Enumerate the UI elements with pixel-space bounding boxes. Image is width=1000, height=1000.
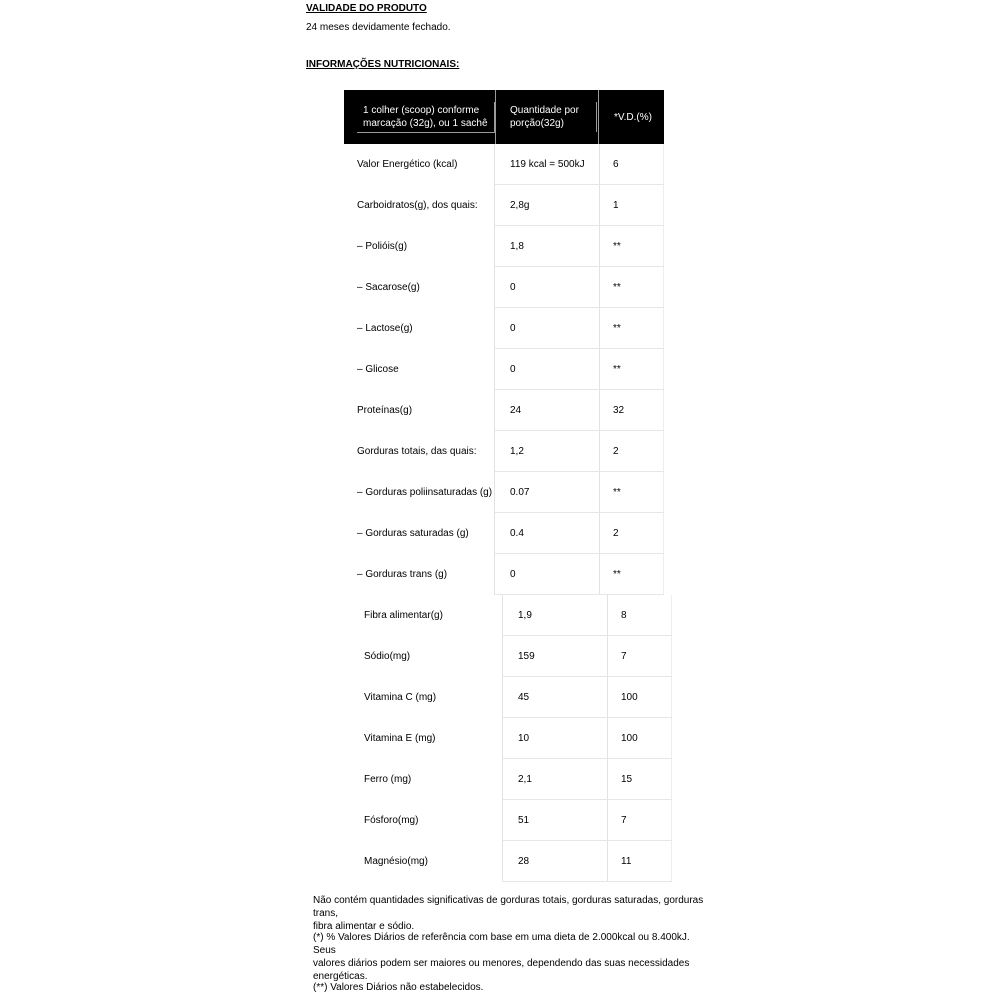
column-divider	[494, 513, 495, 554]
nutrient-name: Carboidratos(g), dos quais:	[357, 200, 478, 211]
column-divider	[502, 677, 503, 718]
table-row	[344, 595, 664, 636]
nutrient-name: Sódio(mg)	[364, 651, 411, 662]
nutrient-name: Fósforo(mg)	[364, 815, 419, 826]
nutrient-quantity: 0.07	[510, 487, 530, 498]
table-row	[344, 226, 664, 267]
nutrient-name: – Lactose(g)	[357, 323, 413, 334]
table-row	[344, 144, 664, 185]
column-divider	[663, 267, 664, 308]
column-divider	[671, 718, 672, 759]
column-divider	[494, 390, 495, 431]
nutrient-daily-value: 7	[621, 651, 627, 662]
table-row	[344, 513, 664, 554]
header-quantity-line2: porção(32g)	[510, 118, 564, 129]
nutrient-quantity: 0	[510, 364, 516, 375]
column-divider	[663, 513, 664, 554]
nutrient-quantity: 1,8	[510, 241, 524, 252]
table-row	[344, 718, 664, 759]
nutrient-quantity: 2,8g	[510, 200, 530, 211]
column-divider	[671, 800, 672, 841]
column-divider	[607, 718, 608, 759]
note-line: energéticas.	[313, 971, 368, 982]
column-divider	[599, 185, 600, 226]
nutrient-quantity: 1,2	[510, 446, 524, 457]
note-line: fibra alimentar e sódio.	[313, 921, 415, 932]
column-divider	[663, 185, 664, 226]
column-divider	[599, 472, 600, 513]
nutrient-name: – Gorduras poliinsaturadas (g)	[357, 487, 493, 498]
nutrient-quantity: 28	[518, 856, 530, 867]
header-quantity-line1: Quantidade por	[510, 105, 579, 116]
nutrient-quantity: 159	[518, 651, 535, 662]
validity-heading: VALIDADE DO PRODUTO	[306, 3, 427, 14]
nutrient-quantity: 1,9	[518, 610, 532, 621]
column-divider	[599, 513, 600, 554]
nutrient-quantity: 119 kcal = 500kJ	[510, 159, 585, 170]
column-divider	[494, 431, 495, 472]
nutrient-name: Vitamina E (mg)	[364, 733, 436, 744]
nutrient-daily-value: 8	[621, 610, 627, 621]
nutrient-name: Ferro (mg)	[364, 774, 412, 785]
nutrient-daily-value: 100	[621, 692, 638, 703]
nutrient-daily-value: 6	[613, 159, 619, 170]
nutrient-name: Proteínas(g)	[357, 405, 413, 416]
nutrient-name: Gorduras totais, das quais:	[357, 446, 477, 457]
header-divider	[598, 90, 599, 144]
header-dv	[600, 90, 664, 144]
nutrient-daily-value: 100	[621, 733, 638, 744]
validity-text: 24 meses devidamente fechado.	[306, 22, 451, 33]
note-line: (*) % Valores Diários de referência com base em uma dieta de 2.000kcal ou 8.400kJ. Seus	[313, 932, 690, 956]
nutrient-daily-value: 11	[621, 856, 632, 867]
header-dv-label: *V.D.(%)	[614, 111, 652, 123]
column-divider	[607, 677, 608, 718]
column-divider	[671, 841, 672, 882]
nutrient-daily-value: **	[613, 282, 621, 293]
column-divider	[502, 595, 503, 636]
column-divider	[599, 390, 600, 431]
nutrient-name: Valor Energético (kcal)	[357, 159, 458, 170]
nutrition-table-body	[344, 144, 664, 882]
column-divider	[502, 800, 503, 841]
nutrient-name: – Glicose	[357, 364, 399, 375]
header-serving	[349, 90, 495, 144]
column-divider	[599, 226, 600, 267]
nutrient-daily-value: 1	[613, 200, 619, 211]
nutrient-name: Vitamina C (mg)	[364, 692, 437, 703]
header-quantity	[496, 90, 597, 144]
column-divider	[663, 390, 664, 431]
note-line: (**) Valores Diários não estabelecidos.	[313, 982, 484, 993]
column-divider	[663, 349, 664, 390]
nutrient-quantity: 24	[510, 405, 522, 416]
table-row	[344, 185, 664, 226]
nutrient-name: – Sacarose(g)	[357, 282, 420, 293]
column-divider	[502, 841, 503, 882]
column-divider	[494, 308, 495, 349]
column-divider	[494, 349, 495, 390]
table-row	[344, 841, 664, 882]
nutrient-daily-value: **	[613, 364, 621, 375]
nutrient-quantity: 0.4	[510, 528, 524, 539]
table-row	[344, 431, 664, 472]
table-row	[344, 308, 664, 349]
table-row	[344, 472, 664, 513]
column-divider	[663, 226, 664, 267]
nutrient-quantity: 2,1	[518, 774, 532, 785]
column-divider	[607, 595, 608, 636]
nutrition-table	[344, 90, 664, 882]
nutrient-daily-value: 32	[613, 405, 625, 416]
column-divider	[599, 431, 600, 472]
table-row	[344, 759, 664, 800]
nutrient-daily-value: 2	[613, 528, 619, 539]
column-divider	[599, 349, 600, 390]
note-line: valores diários podem ser maiores ou menores, dependendo das suas necessidades	[313, 958, 690, 969]
column-divider	[599, 308, 600, 349]
nutrient-daily-value: 15	[621, 774, 633, 785]
column-divider	[671, 759, 672, 800]
column-divider	[671, 636, 672, 677]
nutrition-heading: INFORMAÇÕES NUTRICIONAIS:	[306, 59, 460, 70]
column-divider	[671, 677, 672, 718]
column-divider	[494, 144, 495, 185]
nutrient-quantity: 0	[510, 569, 516, 580]
note-no-significant	[313, 894, 713, 933]
table-row	[344, 267, 664, 308]
column-divider	[671, 595, 672, 636]
header-serving-line1: 1 colher (scoop) conforme	[363, 104, 480, 116]
column-divider	[599, 554, 600, 595]
column-divider	[599, 144, 600, 185]
header-serving-line2: marcação (32g), ou 1 sachê	[363, 117, 488, 129]
note-not-established	[313, 981, 713, 994]
column-divider	[607, 800, 608, 841]
nutrient-daily-value: **	[613, 241, 621, 252]
column-divider	[663, 472, 664, 513]
table-row	[344, 800, 664, 841]
nutrient-daily-value: 7	[621, 815, 627, 826]
table-row	[344, 390, 664, 431]
column-divider	[494, 472, 495, 513]
table-row	[344, 554, 664, 595]
column-divider	[494, 554, 495, 595]
column-divider	[494, 226, 495, 267]
nutrient-quantity: 45	[518, 692, 530, 703]
column-divider	[502, 759, 503, 800]
column-divider	[663, 431, 664, 472]
nutrition-table-header	[344, 90, 664, 144]
column-divider	[502, 718, 503, 759]
nutrient-quantity: 51	[518, 815, 530, 826]
column-divider	[502, 636, 503, 677]
table-row	[344, 636, 664, 677]
nutrient-daily-value: **	[613, 487, 621, 498]
column-divider	[607, 841, 608, 882]
nutrient-name: Magnésio(mg)	[364, 856, 428, 867]
note-line: Não contém quantidades significativas de gorduras totais, gorduras saturadas, gorduras trans,	[313, 895, 704, 919]
nutrient-quantity: 0	[510, 282, 516, 293]
table-row	[344, 677, 664, 718]
note-daily-values	[313, 931, 713, 983]
column-divider	[663, 554, 664, 595]
nutrient-name: Fibra alimentar(g)	[364, 610, 443, 621]
column-divider	[494, 185, 495, 226]
nutrient-daily-value: 2	[613, 446, 619, 457]
column-divider	[494, 267, 495, 308]
column-divider	[599, 267, 600, 308]
nutrient-name: – Polióis(g)	[357, 241, 408, 252]
column-divider	[663, 308, 664, 349]
column-divider	[607, 759, 608, 800]
nutrient-daily-value: **	[613, 323, 621, 334]
nutrient-name: – Gorduras trans (g)	[357, 569, 448, 580]
column-divider	[607, 636, 608, 677]
nutrient-name: – Gorduras saturadas (g)	[357, 528, 469, 539]
table-row	[344, 349, 664, 390]
nutrient-quantity: 0	[510, 323, 516, 334]
nutrient-quantity: 10	[518, 733, 530, 744]
nutrient-daily-value: **	[613, 569, 621, 580]
column-divider	[663, 144, 664, 185]
